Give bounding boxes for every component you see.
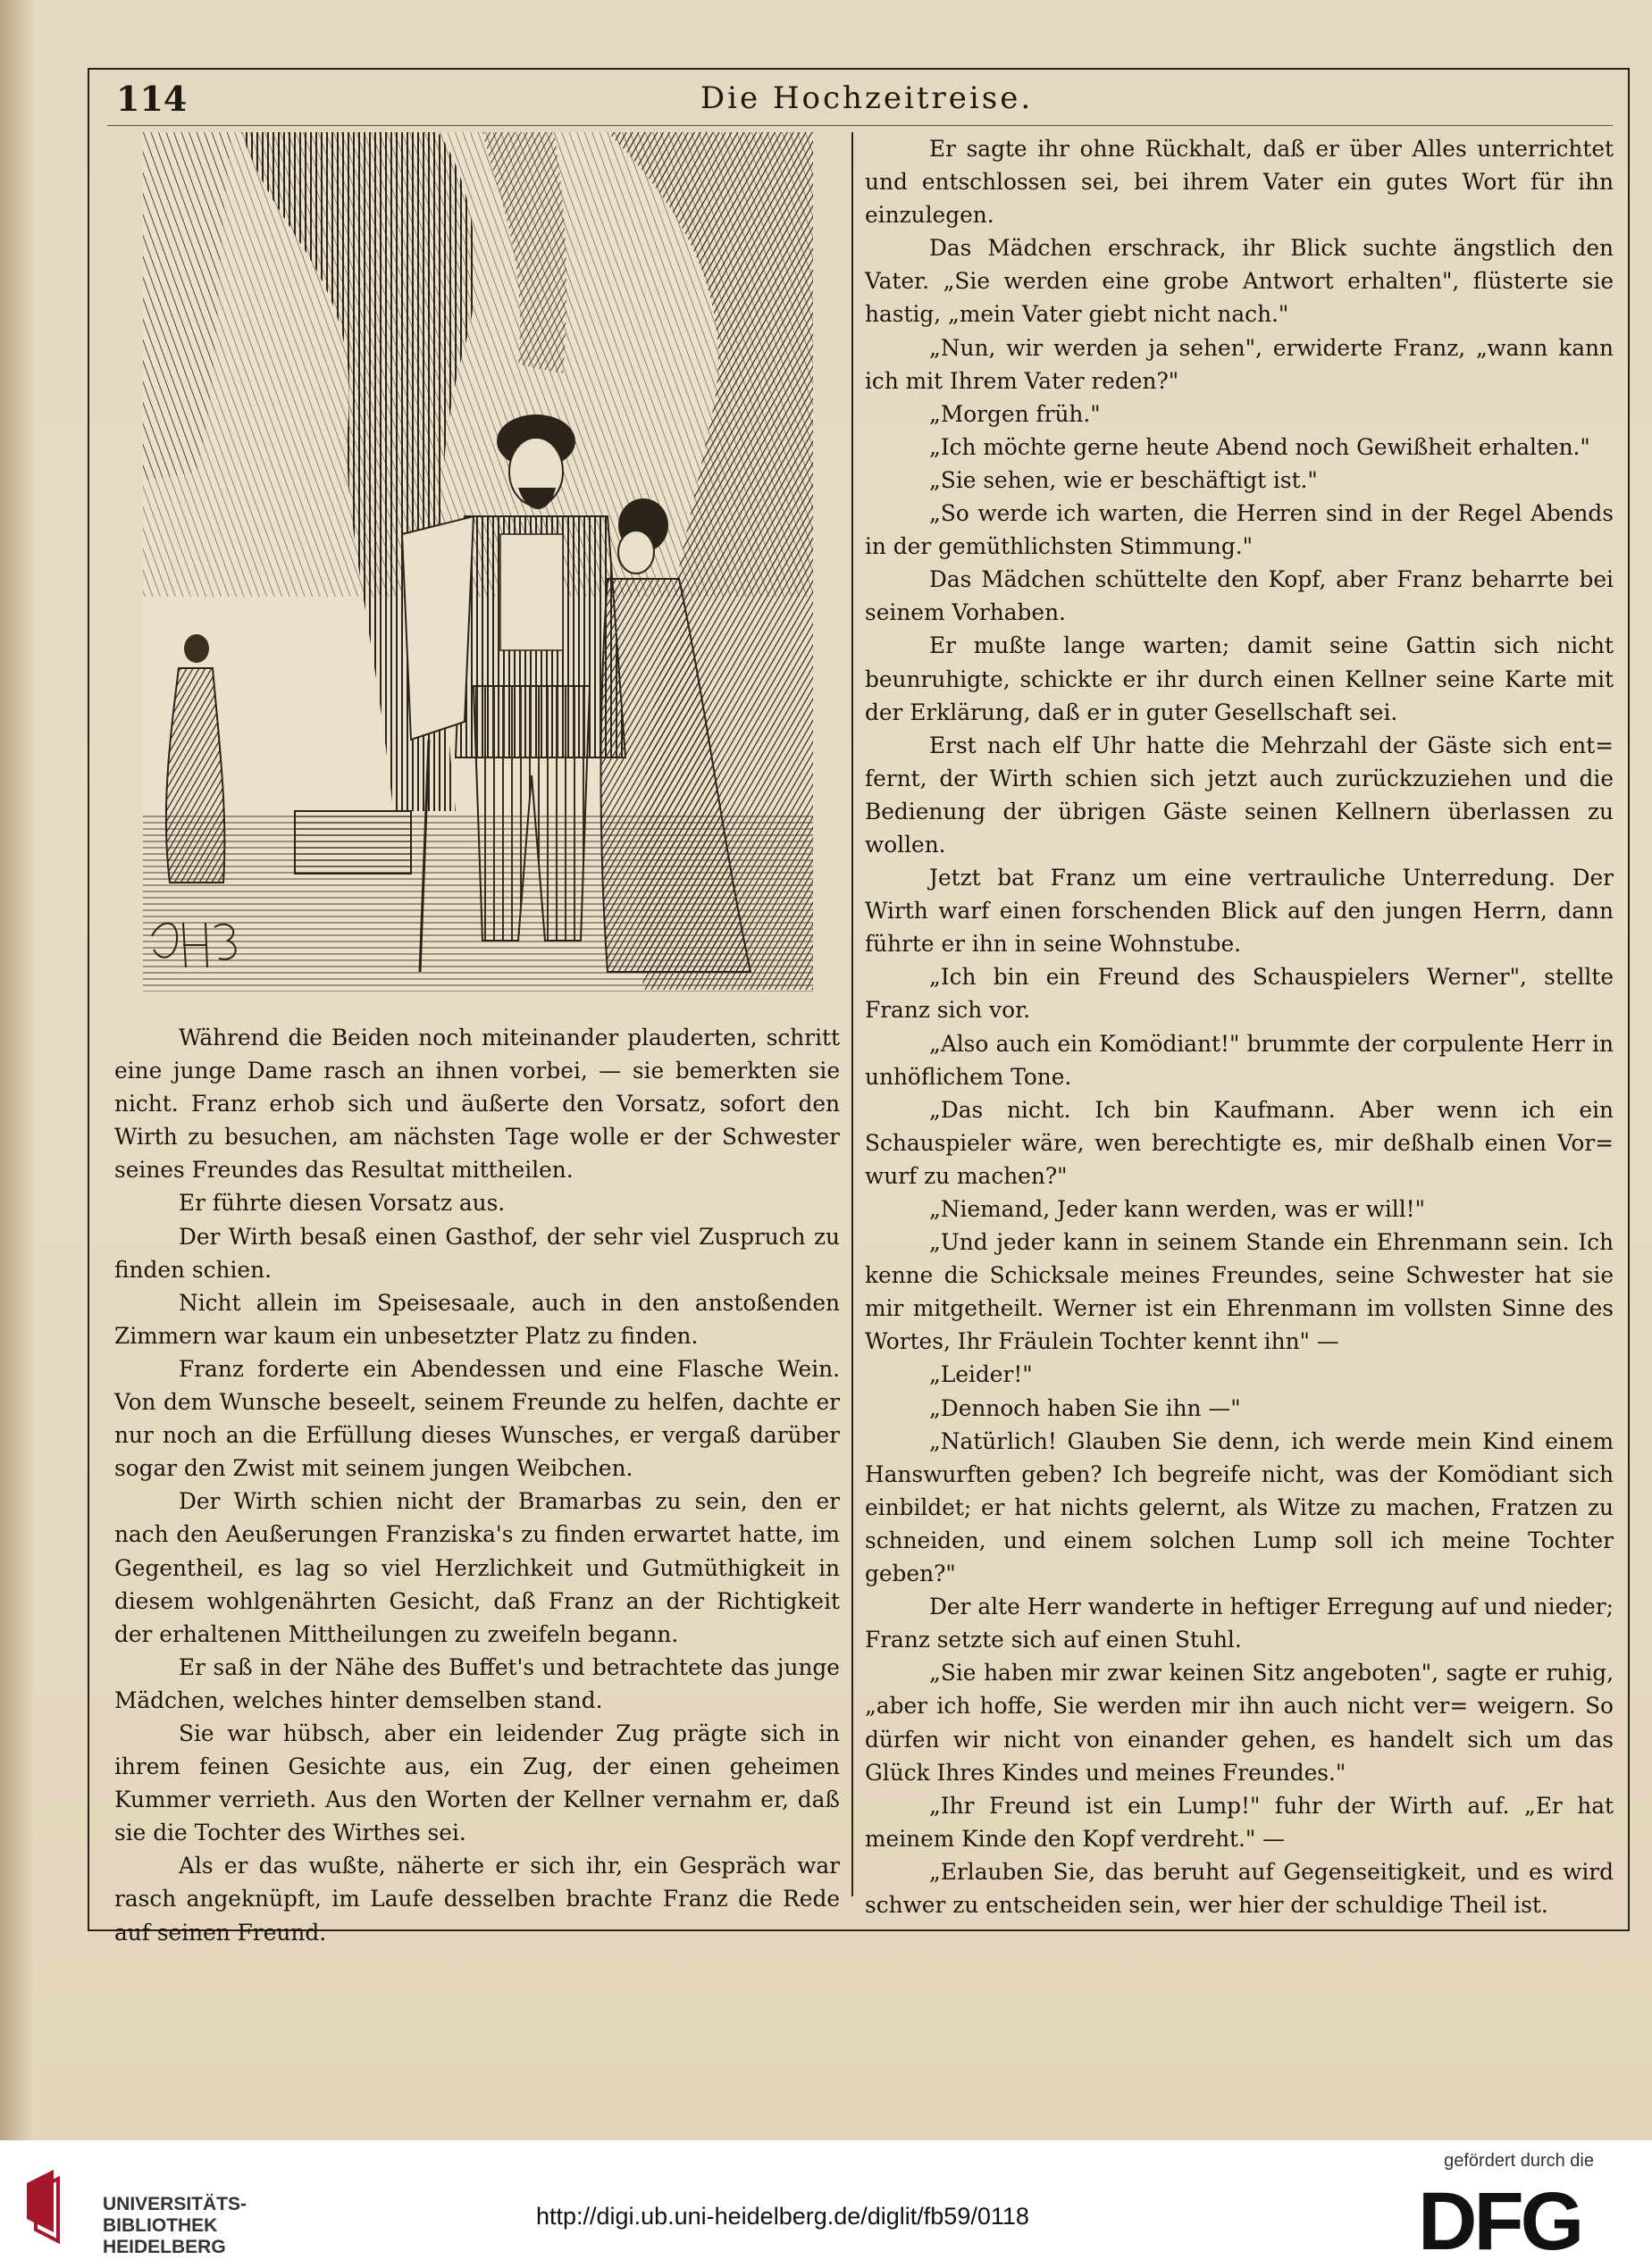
column-divider	[851, 132, 853, 1896]
paragraph: „Niemand, Jeder kann werden, was er will!"	[929, 1196, 1426, 1222]
paragraph: „Ich bin ein Freund des Schauspielers Werner", stellte Franz sich vor.	[865, 964, 1614, 1024]
paragraph: „Ich möchte gerne heute Abend noch Gewißheit erhalten."	[929, 433, 1590, 460]
library-emblem-icon	[18, 2165, 80, 2246]
paragraph: Nicht allein im Speisesaale, auch in den anstoßenden Zimmern war kaum ein unbesetzter Platz zu finden.	[114, 1289, 840, 1349]
paragraph: Während die Beiden noch miteinander plauderten, schritt eine junge Dame rasch an ihnen vorbei, — sie bemerkten sie nicht. Franz erhob sich und äußerte den Vorsatz, sofort den Wirth zu besuchen, am nächsten Tage wolle er der Schwester seines Freundes das Resultat mittheilen.	[114, 1025, 840, 1184]
paragraph: Er sagte ihr ohne Rückhalt, daß er über Alles unterrichtet und entschlossen sei, bei ihrem Vater ein gutes Wort für ihn einzulegen.	[865, 136, 1614, 229]
paragraph: „Das nicht. Ich bin Kaufmann. Aber wenn ich ein Schauspieler wäre, wen berechtigte es, mir deßhalb einen Vor= wurf zu machen?"	[865, 1096, 1614, 1189]
engraving-couple-in-garden	[143, 132, 813, 992]
paragraph: Sie war hübsch, aber ein leidender Zug prägte sich in ihrem feinen Gesichte aus, ein Zug, der einen geheimen Kummer verrieth. Aus den Worten der Kellner vernahm er, daß sie die Tochter des Wirthes sei.	[114, 1720, 840, 1846]
left-text-column	[114, 1021, 840, 1949]
paragraph: Das Mädchen schüttelte den Kopf, aber Franz beharrte bei seinem Vorhaben.	[865, 566, 1614, 626]
paragraph: Er saß in der Nähe des Buffet's und betrachtete das junge Mädchen, welches hinter demselben stand.	[114, 1653, 840, 1713]
running-head: Die Hochzeitreise.	[700, 80, 1034, 116]
paragraph: Erst nach elf Uhr hatte die Mehrzahl der Gäste sich ent= fernt, der Wirth schien sich jetzt auch zurückzuziehen und die Bedienung der übrigen Gäste seinen Kellnern überlassen zu wollen.	[865, 732, 1614, 858]
paragraph: Er führte diesen Vorsatz aus.	[179, 1190, 506, 1217]
dfg-logo-icon	[1418, 2178, 1597, 2258]
paragraph: Er mußte lange warten; damit seine Gattin sich nicht beunruhigte, schickte er ihr durch einen Kellner seine Karte mit der Erklärung, daß er in guter Gesellschaft sei.	[865, 632, 1614, 725]
top-frame-rule	[88, 68, 1630, 70]
paragraph: „So werde ich warten, die Herren sind in der Regel Abends in der gemüthlichsten Stimmung."	[865, 500, 1614, 560]
paragraph: Als er das wußte, näherte er sich ihr, ein Gespräch war rasch angeknüpft, im Laufe desselben brachte Franz die Rede auf seinen Freund.	[114, 1853, 840, 1946]
library-line: HEIDELBERG	[103, 2237, 226, 2257]
viewer-footer	[0, 2140, 1652, 2268]
paragraph: „Sie sehen, wie er beschäftigt ist."	[929, 466, 1318, 493]
paragraph: „Morgen früh."	[929, 400, 1101, 427]
header-rule	[107, 125, 1613, 126]
page-spine-shadow	[0, 0, 36, 2140]
library-name	[103, 2194, 247, 2258]
paragraph: „Ihr Freund ist ein Lump!" fuhr der Wirth auf. „Er hat meinem Kinde den Kopf verdreht." —	[865, 1792, 1614, 1852]
paragraph: Der Wirth besaß einen Gasthof, der sehr viel Zuspruch zu finden schien.	[114, 1223, 840, 1283]
library-line: UNIVERSITÄTS-	[103, 2194, 247, 2214]
page-header	[116, 79, 1617, 123]
permalink-url[interactable]: http://digi.ub.uni-heidelberg.de/diglit/fb59/0118	[536, 2203, 1029, 2230]
paragraph: „Und jeder kann in seinem Stande ein Ehrenmann sein. Ich kenne die Schicksale meines Freundes, seine Schwester hat sie mir mitgetheilt. Werner ist ein Ehrenmann im vollsten Sinne des Wortes, Ihr Fräulein Tochter kennt ihn" —	[865, 1229, 1614, 1355]
paragraph: Franz forderte ein Abendessen und eine Flasche Wein. Von dem Wunsche beseelt, seinem Freunde zu helfen, dachte er nur noch an die Erfüllung dieses Wunsches, er vergaß darüber sogar den Zwist mit seinem jungen Weibchen.	[114, 1355, 840, 1482]
university-library-logo[interactable]	[18, 2165, 247, 2257]
paragraph: „Nun, wir werden ja sehen", erwiderte Franz, „wann kann ich mit Ihrem Vater reden?"	[865, 334, 1614, 394]
page-number: 114	[116, 79, 188, 119]
paragraph: „Natürlich! Glauben Sie denn, ich werde mein Kind einem Hanswurften geben? Ich begreife nicht, was der Komödiant sich einbildet; er hat nichts gelernt, als Witze zu machen, Fratzen zu schneiden, und einem solchen Lump soll ich meine Tochter geben?"	[865, 1427, 1614, 1587]
paragraph: Der alte Herr wanderte in heftiger Erregung auf und nieder; Franz setzte sich auf einen Stuhl.	[865, 1594, 1614, 1653]
paragraph: Das Mädchen erschrack, ihr Blick suchte ängstlich den Vater. „Sie werden eine grobe Antwort erhalten", flüsterte sie hastig, „mein Vater giebt nicht nach."	[865, 235, 1614, 328]
paragraph: „Leider!"	[929, 1361, 1033, 1388]
dfg-logo-text: DFG	[1418, 2178, 1581, 2258]
funding-note: gefördert durch die	[1444, 2151, 1594, 2171]
left-frame-rule	[88, 68, 89, 1930]
illustration	[143, 132, 813, 992]
paragraph: „Dennoch haben Sie ihn —"	[929, 1394, 1241, 1421]
paragraph: „Erlauben Sie, das beruht auf Gegenseitigkeit, und es wird schwer zu entscheiden sein, wer hier der schuldige Theil ist.	[865, 1858, 1614, 1918]
paragraph: „Sie haben mir zwar keinen Sitz angeboten", sagte er ruhig, „aber ich hoffe, Sie werden mir ihn auch nicht ver= weigern. So dürfen wir nicht von einander gehen, es handelt sich um das Glück Ihres Kindes und meines Freundes."	[865, 1660, 1614, 1786]
dfg-logo[interactable]	[1418, 2178, 1597, 2258]
library-line: BIBLIOTHEK	[103, 2215, 218, 2236]
right-text-column	[865, 132, 1614, 1921]
right-frame-rule	[1628, 68, 1630, 1930]
paragraph: Der Wirth schien nicht der Bramarbas zu sein, den er nach den Aeußerungen Franziska's zu finden erwartet hatte, im Gegentheil, es lag so viel Herzlichkeit und Gutmüthigkeit in diesem wohlgenährten Gesicht, daß Franz an der Richtigkeit der erhaltenen Mittheilungen zu zweifeln begann.	[114, 1488, 840, 1647]
paragraph: Jetzt bat Franz um eine vertrauliche Unterredung. Der Wirth warf einen forschenden Blick auf den jungen Herrn, dann führte er ihn in seine Wohnstube.	[865, 865, 1614, 958]
paragraph: „Also auch ein Komödiant!" brummte der corpulente Herr in unhöflichem Tone.	[865, 1030, 1614, 1090]
